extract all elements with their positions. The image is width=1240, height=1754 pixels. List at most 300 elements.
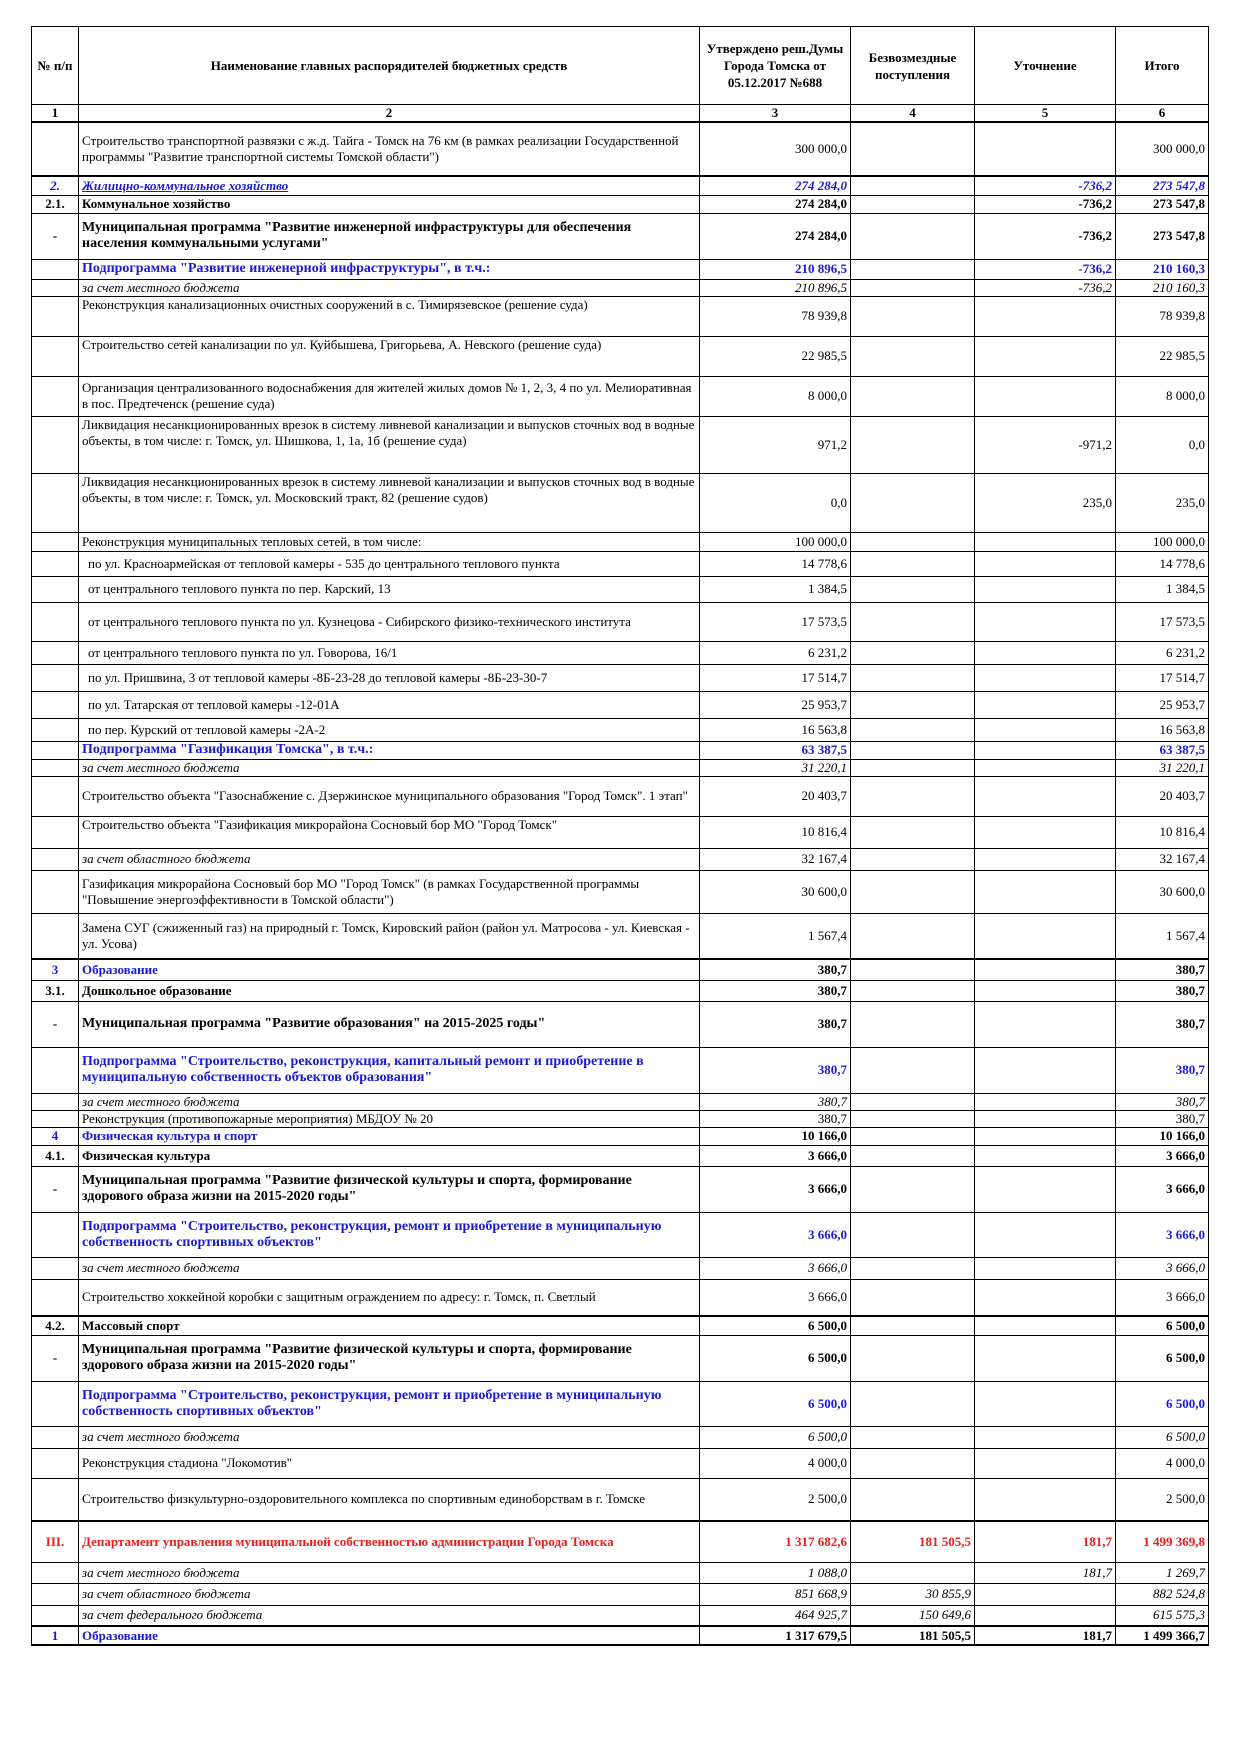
row-grants: [851, 741, 975, 759]
row-grants: [851, 473, 975, 532]
row-number: [32, 1279, 79, 1316]
row-name: Подпрограмма "Газификация Томска", в т.ч.:: [79, 741, 700, 759]
row-total: 1 567,4: [1116, 913, 1209, 959]
row-grants: 150 649,6: [851, 1605, 975, 1626]
row-adjustment: [975, 1166, 1116, 1212]
row-grants: [851, 1316, 975, 1335]
table-row: [32, 641, 1209, 664]
row-grants: [851, 1093, 975, 1110]
row-approved: 3 666,0: [700, 1212, 851, 1257]
row-adjustment: [975, 870, 1116, 913]
row-name: Физическая культура: [79, 1145, 700, 1166]
row-adjustment: [975, 376, 1116, 416]
row-approved: 464 925,7: [700, 1605, 851, 1626]
row-number: [32, 1257, 79, 1279]
row-approved: 6 500,0: [700, 1316, 851, 1335]
table-row: [32, 718, 1209, 741]
row-name: Строительство объекта "Газоснабжение с. Дзержинское муниципального образования "Город Томск". 1 этап": [79, 776, 700, 816]
row-number: 2.1.: [32, 195, 79, 213]
row-total: 10 166,0: [1116, 1127, 1209, 1145]
row-total: 380,7: [1116, 1093, 1209, 1110]
row-grants: [851, 1381, 975, 1426]
row-grants: [851, 259, 975, 279]
table-row: [32, 602, 1209, 641]
row-approved: 6 500,0: [700, 1335, 851, 1381]
row-approved: 8 000,0: [700, 376, 851, 416]
row-adjustment: [975, 551, 1116, 576]
row-adjustment: [975, 336, 1116, 376]
row-grants: [851, 602, 975, 641]
row-total: 1 499 366,7: [1116, 1626, 1209, 1645]
row-total: 6 231,2: [1116, 641, 1209, 664]
row-approved: 380,7: [700, 1001, 851, 1047]
row-number: [32, 376, 79, 416]
row-grants: [851, 296, 975, 336]
row-name: Физическая культура и спорт: [79, 1127, 700, 1145]
row-adjustment: [975, 1093, 1116, 1110]
row-total: 210 160,3: [1116, 279, 1209, 296]
row-approved: 300 000,0: [700, 122, 851, 176]
row-number: [32, 473, 79, 532]
row-grants: [851, 1279, 975, 1316]
row-approved: 10 166,0: [700, 1127, 851, 1145]
column-number: 4: [851, 105, 975, 123]
row-adjustment: [975, 1335, 1116, 1381]
row-number: -: [32, 1001, 79, 1047]
row-name: Строительство хоккейной коробки с защитным ограждением по адресу: г. Томск, п. Светлый: [79, 1279, 700, 1316]
header-adjustment: Уточнение: [975, 27, 1116, 105]
row-adjustment: [975, 576, 1116, 602]
row-name: Реконструкция (противопожарные мероприятия) МБДОУ № 20: [79, 1110, 700, 1127]
table-row: [32, 1448, 1209, 1478]
header-name: Наименование главных распорядителей бюджетных средств: [79, 27, 700, 105]
row-name: Департамент управления муниципальной собственностью администрации Города Томска: [79, 1521, 700, 1562]
row-approved: 17 573,5: [700, 602, 851, 641]
row-grants: [851, 980, 975, 1001]
header-row: [32, 27, 1209, 105]
row-name: по пер. Курский от тепловой камеры -2А-2: [79, 718, 700, 741]
row-name: за счет местного бюджета: [79, 759, 700, 776]
row-name: Замена СУГ (сжиженный газ) на природный г. Томск, Кировский район (район ул. Матросова - ул. Киевская - ул. Усова): [79, 913, 700, 959]
row-approved: 6 231,2: [700, 641, 851, 664]
row-approved: 1 317 682,6: [700, 1521, 851, 1562]
row-total: 380,7: [1116, 959, 1209, 980]
row-total: 273 547,8: [1116, 176, 1209, 195]
row-number: [32, 718, 79, 741]
row-total: 6 500,0: [1116, 1426, 1209, 1448]
row-number: [32, 691, 79, 718]
table-row: [32, 1626, 1209, 1645]
row-adjustment: -736,2: [975, 259, 1116, 279]
row-adjustment: [975, 1448, 1116, 1478]
table-row: [32, 1257, 1209, 1279]
row-name: Муниципальная программа "Развитие образования" на 2015-2025 годы": [79, 1001, 700, 1047]
row-adjustment: [975, 1110, 1116, 1127]
row-approved: 4 000,0: [700, 1448, 851, 1478]
row-name: по ул. Красноармейская от тепловой камеры - 535 до центрального теплового пункта: [79, 551, 700, 576]
row-adjustment: 235,0: [975, 473, 1116, 532]
table-row: [32, 336, 1209, 376]
row-name: Строительство объекта "Газификация микрорайона Сосновый бор МО "Город Томск": [79, 816, 700, 848]
row-adjustment: -736,2: [975, 213, 1116, 259]
row-number: 3: [32, 959, 79, 980]
row-approved: 31 220,1: [700, 759, 851, 776]
row-number: [32, 816, 79, 848]
row-total: 4 000,0: [1116, 1448, 1209, 1478]
row-name: от центрального теплового пункта по ул. Кузнецова - Сибирского физико-технического института: [79, 602, 700, 641]
table-row: [32, 259, 1209, 279]
row-name: Подпрограмма "Строительство, реконструкция, ремонт и приобретение в муниципальную собственность спортивных объектов": [79, 1381, 700, 1426]
row-grants: [851, 551, 975, 576]
row-adjustment: [975, 664, 1116, 691]
row-adjustment: [975, 691, 1116, 718]
row-total: 8 000,0: [1116, 376, 1209, 416]
column-number-row: [32, 105, 1209, 123]
table-row: [32, 959, 1209, 980]
row-grants: [851, 816, 975, 848]
row-number: 1: [32, 1626, 79, 1645]
row-number: [32, 641, 79, 664]
row-grants: [851, 1426, 975, 1448]
row-approved: 6 500,0: [700, 1426, 851, 1448]
row-grants: [851, 122, 975, 176]
row-total: 380,7: [1116, 1110, 1209, 1127]
row-grants: 181 505,5: [851, 1521, 975, 1562]
row-approved: 10 816,4: [700, 816, 851, 848]
row-number: [32, 870, 79, 913]
row-grants: [851, 1212, 975, 1257]
row-total: 10 816,4: [1116, 816, 1209, 848]
row-grants: [851, 1478, 975, 1521]
row-name: Подпрограмма "Строительство, реконструкция, капитальный ремонт и приобретение в муниципальную собственность объектов образования": [79, 1047, 700, 1093]
row-approved: 380,7: [700, 1093, 851, 1110]
row-adjustment: [975, 1316, 1116, 1335]
table-row: [32, 741, 1209, 759]
row-adjustment: [975, 602, 1116, 641]
row-total: 78 939,8: [1116, 296, 1209, 336]
row-approved: 1 567,4: [700, 913, 851, 959]
table-row: [32, 296, 1209, 336]
row-adjustment: [975, 1605, 1116, 1626]
row-grants: [851, 1166, 975, 1212]
row-number: [32, 576, 79, 602]
row-total: 17 514,7: [1116, 664, 1209, 691]
table-row: [32, 1521, 1209, 1562]
row-adjustment: [975, 980, 1116, 1001]
row-adjustment: [975, 1478, 1116, 1521]
row-number: [32, 551, 79, 576]
row-total: 3 666,0: [1116, 1257, 1209, 1279]
row-name: Жилищно-коммунальное хозяйство: [79, 176, 700, 195]
row-name: Коммунальное хозяйство: [79, 195, 700, 213]
row-grants: [851, 959, 975, 980]
row-total: 16 563,8: [1116, 718, 1209, 741]
row-number: [32, 279, 79, 296]
row-approved: 380,7: [700, 1110, 851, 1127]
table-row: [32, 532, 1209, 551]
row-grants: [851, 279, 975, 296]
table-row: [32, 1335, 1209, 1381]
row-approved: 14 778,6: [700, 551, 851, 576]
row-adjustment: -736,2: [975, 195, 1116, 213]
row-adjustment: [975, 848, 1116, 870]
row-number: -: [32, 1166, 79, 1212]
row-approved: 3 666,0: [700, 1145, 851, 1166]
table-row: [32, 1047, 1209, 1093]
budget-sheet: [31, 26, 1208, 1646]
row-number: 4: [32, 1127, 79, 1145]
row-name: Строительство физкультурно-оздоровительного комплекса по спортивным единоборствам в г. Томске: [79, 1478, 700, 1521]
row-name: Строительство транспортной развязки с ж.д. Тайга - Томск на 76 км (в рамках реализации Государственной программы "Развитие транспортной системы Томской области"): [79, 122, 700, 176]
row-adjustment: [975, 122, 1116, 176]
row-grants: [851, 576, 975, 602]
row-number: [32, 1426, 79, 1448]
table-row: [32, 576, 1209, 602]
column-number: 6: [1116, 105, 1209, 123]
column-number: 3: [700, 105, 851, 123]
row-total: 100 000,0: [1116, 532, 1209, 551]
row-total: 32 167,4: [1116, 848, 1209, 870]
row-total: 3 666,0: [1116, 1279, 1209, 1316]
table-row: [32, 848, 1209, 870]
table-row: [32, 1478, 1209, 1521]
row-total: 22 985,5: [1116, 336, 1209, 376]
row-adjustment: 181,7: [975, 1562, 1116, 1583]
row-adjustment: [975, 1047, 1116, 1093]
row-adjustment: [975, 1127, 1116, 1145]
row-total: 615 575,3: [1116, 1605, 1209, 1626]
row-adjustment: [975, 959, 1116, 980]
row-name: за счет местного бюджета: [79, 279, 700, 296]
row-total: 30 600,0: [1116, 870, 1209, 913]
row-number: [32, 602, 79, 641]
row-adjustment: [975, 913, 1116, 959]
row-approved: 274 284,0: [700, 213, 851, 259]
row-approved: 274 284,0: [700, 195, 851, 213]
row-grants: [851, 532, 975, 551]
row-grants: [851, 759, 975, 776]
row-adjustment: [975, 1583, 1116, 1605]
row-number: [32, 1583, 79, 1605]
row-name: за счет областного бюджета: [79, 1583, 700, 1605]
row-grants: [851, 1001, 975, 1047]
row-name: Строительство сетей канализации по ул. Куйбышева, Григорьева, А. Невского (решение суда): [79, 336, 700, 376]
table-row: [32, 1110, 1209, 1127]
row-approved: 2 500,0: [700, 1478, 851, 1521]
table-row: [32, 664, 1209, 691]
row-number: -: [32, 213, 79, 259]
row-grants: [851, 213, 975, 259]
row-approved: 274 284,0: [700, 176, 851, 195]
row-number: [32, 416, 79, 473]
row-total: 380,7: [1116, 1001, 1209, 1047]
row-total: 380,7: [1116, 1047, 1209, 1093]
row-name: Реконструкция канализационных очистных сооружений в с. Тимирязевское (решение суда): [79, 296, 700, 336]
row-number: 4.1.: [32, 1145, 79, 1166]
row-total: 6 500,0: [1116, 1316, 1209, 1335]
table-row: [32, 122, 1209, 176]
row-name: Подпрограмма "Развитие инженерной инфраструктуры", в т.ч.:: [79, 259, 700, 279]
row-total: 31 220,1: [1116, 759, 1209, 776]
row-adjustment: [975, 718, 1116, 741]
row-total: 17 573,5: [1116, 602, 1209, 641]
row-approved: 1 317 679,5: [700, 1626, 851, 1645]
table-row: [32, 1001, 1209, 1047]
row-number: [32, 1110, 79, 1127]
row-approved: 100 000,0: [700, 532, 851, 551]
table-row: [32, 816, 1209, 848]
row-name: Образование: [79, 959, 700, 980]
row-adjustment: -736,2: [975, 176, 1116, 195]
table-row: [32, 1583, 1209, 1605]
table-row: [32, 1093, 1209, 1110]
row-grants: [851, 776, 975, 816]
row-adjustment: [975, 741, 1116, 759]
row-adjustment: -971,2: [975, 416, 1116, 473]
row-name: Муниципальная программа "Развитие инженерной инфраструктуры для обеспечения населения коммунальными услугами": [79, 213, 700, 259]
row-number: III.: [32, 1521, 79, 1562]
header-number: № п/п: [32, 27, 79, 105]
row-adjustment: [975, 1426, 1116, 1448]
row-adjustment: 181,7: [975, 1626, 1116, 1645]
row-approved: 380,7: [700, 980, 851, 1001]
row-grants: [851, 336, 975, 376]
row-approved: 25 953,7: [700, 691, 851, 718]
row-approved: 32 167,4: [700, 848, 851, 870]
row-total: 2 500,0: [1116, 1478, 1209, 1521]
column-number: 5: [975, 105, 1116, 123]
column-number: 1: [32, 105, 79, 123]
row-grants: 181 505,5: [851, 1626, 975, 1645]
row-approved: 30 600,0: [700, 870, 851, 913]
row-approved: 22 985,5: [700, 336, 851, 376]
row-total: 1 269,7: [1116, 1562, 1209, 1583]
table-row: [32, 1381, 1209, 1426]
row-total: 20 403,7: [1116, 776, 1209, 816]
table-row: [32, 691, 1209, 718]
row-adjustment: [975, 1212, 1116, 1257]
row-total: 14 778,6: [1116, 551, 1209, 576]
row-grants: [851, 1110, 975, 1127]
row-grants: [851, 176, 975, 195]
row-total: 3 666,0: [1116, 1166, 1209, 1212]
header-grants: Безвозмездные поступления: [851, 27, 975, 105]
row-name: Дошкольное образование: [79, 980, 700, 1001]
row-name: за счет местного бюджета: [79, 1257, 700, 1279]
table-row: [32, 416, 1209, 473]
column-number: 2: [79, 105, 700, 123]
table-row: [32, 176, 1209, 195]
table-row: [32, 1279, 1209, 1316]
row-adjustment: [975, 1279, 1116, 1316]
row-number: -: [32, 1335, 79, 1381]
row-total: 210 160,3: [1116, 259, 1209, 279]
row-total: 6 500,0: [1116, 1381, 1209, 1426]
table-row: [32, 1426, 1209, 1448]
row-number: [32, 1448, 79, 1478]
row-name: за счет областного бюджета: [79, 848, 700, 870]
header-approved: Утверждено реш.Думы Города Томска от 05.12.2017 №688: [700, 27, 851, 105]
row-name: по ул. Пришвина, 3 от тепловой камеры -8Б-23-28 до тепловой камеры -8Б-23-30-7: [79, 664, 700, 691]
table-row: [32, 1166, 1209, 1212]
row-total: 273 547,8: [1116, 213, 1209, 259]
row-grants: [851, 1335, 975, 1381]
table-row: [32, 913, 1209, 959]
table-row: [32, 1562, 1209, 1583]
table-row: [32, 870, 1209, 913]
row-approved: 20 403,7: [700, 776, 851, 816]
row-name: от центрального теплового пункта по ул. Говорова, 16/1: [79, 641, 700, 664]
row-name: Организация централизованного водоснабжения для жителей жилых домов № 1, 2, 3, 4 по ул. Мелиоративная в пос. Предтеченск (решение суда): [79, 376, 700, 416]
row-approved: 0,0: [700, 473, 851, 532]
row-number: [32, 532, 79, 551]
row-approved: 380,7: [700, 959, 851, 980]
row-adjustment: -736,2: [975, 279, 1116, 296]
row-number: 4.2.: [32, 1316, 79, 1335]
row-approved: 6 500,0: [700, 1381, 851, 1426]
row-name: Ликвидация несанкционированных врезок в систему ливневой канализации и выпусков сточных вод в водные объекты, в том числе: г. Томск, ул. Московский тракт, 82 (решение судов): [79, 473, 700, 532]
row-number: [32, 759, 79, 776]
row-adjustment: [975, 1145, 1116, 1166]
row-total: 1 384,5: [1116, 576, 1209, 602]
row-approved: 3 666,0: [700, 1257, 851, 1279]
row-approved: 3 666,0: [700, 1166, 851, 1212]
row-number: [32, 122, 79, 176]
row-grants: [851, 1448, 975, 1478]
row-approved: 210 896,5: [700, 279, 851, 296]
row-adjustment: [975, 816, 1116, 848]
table-row: [32, 473, 1209, 532]
row-approved: 1 384,5: [700, 576, 851, 602]
table-row: [32, 279, 1209, 296]
row-number: [32, 1047, 79, 1093]
row-grants: [851, 1047, 975, 1093]
table-body: [32, 122, 1209, 1645]
row-approved: 851 668,9: [700, 1583, 851, 1605]
row-total: 6 500,0: [1116, 1335, 1209, 1381]
row-total: 25 953,7: [1116, 691, 1209, 718]
row-grants: [851, 664, 975, 691]
row-number: [32, 296, 79, 336]
row-name: по ул. Татарская от тепловой камеры -12-01А: [79, 691, 700, 718]
row-approved: 16 563,8: [700, 718, 851, 741]
table-row: [32, 1127, 1209, 1145]
row-number: [32, 1381, 79, 1426]
row-grants: [851, 691, 975, 718]
row-total: 273 547,8: [1116, 195, 1209, 213]
row-adjustment: 181,7: [975, 1521, 1116, 1562]
row-grants: [851, 718, 975, 741]
row-grants: [851, 1562, 975, 1583]
row-name: Подпрограмма "Строительство, реконструкция, ремонт и приобретение в муниципальную собственность спортивных объектов": [79, 1212, 700, 1257]
row-name: Реконструкция стадиона "Локомотив": [79, 1448, 700, 1478]
row-approved: 17 514,7: [700, 664, 851, 691]
row-name: за счет местного бюджета: [79, 1426, 700, 1448]
row-total: 235,0: [1116, 473, 1209, 532]
table-row: [32, 551, 1209, 576]
row-number: [32, 848, 79, 870]
row-approved: 971,2: [700, 416, 851, 473]
row-grants: [851, 848, 975, 870]
table-row: [32, 759, 1209, 776]
row-name: Муниципальная программа "Развитие физической культуры и спорта, формирование здорового образа жизни на 2015-2020 годы": [79, 1335, 700, 1381]
row-grants: [851, 1257, 975, 1279]
table-row: [32, 1316, 1209, 1335]
row-number: [32, 1478, 79, 1521]
table-row: [32, 376, 1209, 416]
row-name: за счет местного бюджета: [79, 1093, 700, 1110]
row-total: 63 387,5: [1116, 741, 1209, 759]
